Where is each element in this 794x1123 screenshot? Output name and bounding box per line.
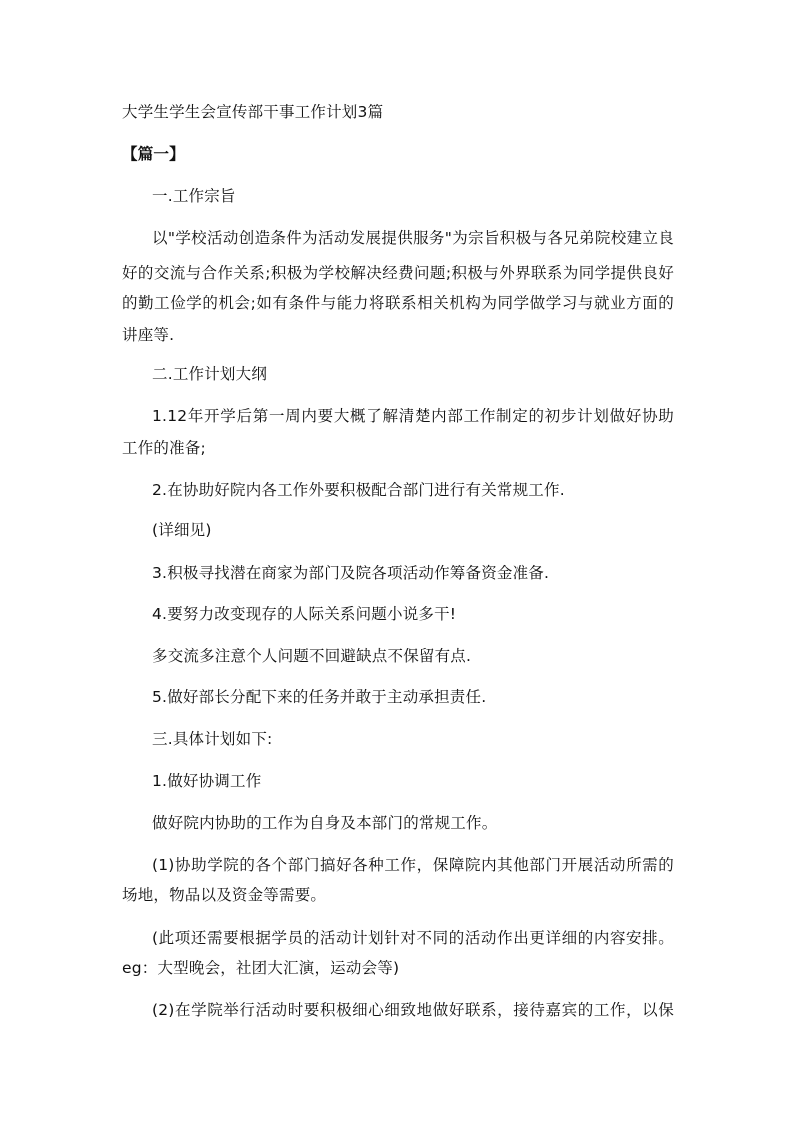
paragraph-purpose-line-1 (152, 227, 674, 249)
outline-item-3: 3.积极寻找潜在商家为部门及院各项活动作筹备资金准备. (152, 564, 550, 582)
outline-item-1-line-1 (152, 405, 674, 427)
heading-purpose: 一.工作宗旨 (152, 187, 236, 205)
paragraph-1-line-1 (152, 854, 674, 876)
paragraph-2-line-1 (152, 999, 674, 1021)
outline-item-4-extra: 多交流多注意个人问题不回避缺点不保留有点. (152, 647, 472, 665)
paragraph-text: 好的交流与合作关系;积极为学校解决经费问题;积极与外界联系为同学提供良好 (122, 264, 674, 282)
heading-outline: 二.工作计划大纲 (152, 365, 268, 383)
heading-specific-plan: 三.具体计划如下: (152, 730, 273, 748)
paragraph-text: (此项还需要根据学员的活动计划针对不同的活动作出更详细的内容安排。 (152, 929, 674, 947)
paragraph-1-line-2: 场地，物品以及资金等需要。 (122, 886, 327, 904)
paragraph-text: (1)协助学院的各个部门搞好各种工作，保障院内其他部门开展活动所需的 (152, 856, 674, 874)
outline-item-1-line-2: 工作的准备; (122, 439, 206, 457)
paragraph-text: 的勤工俭学的机会;如有条件与能力将联系相关机构为同学做学习与就业方面的 (122, 294, 674, 312)
paragraph-note-line-1 (152, 927, 674, 949)
section-label: 【篇一】 (122, 145, 185, 163)
outline-item-2: 2.在协助好院内各工作外要积极配合部门进行有关常规工作. (152, 481, 565, 499)
paragraph-text: (2)在学院举行活动时要积极细心细致地做好联系，接待嘉宾的工作，以保 (152, 1001, 674, 1019)
paragraph-text: 以"学校活动创造条件为活动发展提供服务"为宗旨积极与各兄弟院校建立良 (152, 229, 674, 247)
paragraph-purpose-line-2 (122, 262, 674, 284)
outline-item-2-note: (详细见) (152, 521, 212, 539)
paragraph-purpose-line-3 (122, 292, 674, 314)
outline-item-4: 4.要努力改变现存的人际关系问题小说多干! (152, 605, 457, 623)
paragraph-text: 1.12年开学后第一周内要大概了解清楚内部工作制定的初步计划做好协助 (152, 407, 674, 425)
document-title: 大学生学生会宣传部干事工作计划3篇 (122, 103, 384, 121)
coordination-description: 做好院内协助的工作为自身及本部门的常规工作。 (152, 814, 498, 832)
paragraph-purpose-line-4: 讲座等. (122, 326, 175, 344)
outline-item-5: 5.做好部长分配下来的任务并敢于主动承担责任. (152, 688, 487, 706)
subheading-coordination: 1.做好协调工作 (152, 772, 262, 790)
paragraph-note-line-2: eg：大型晚会，社团大汇演，运动会等) (122, 959, 400, 977)
